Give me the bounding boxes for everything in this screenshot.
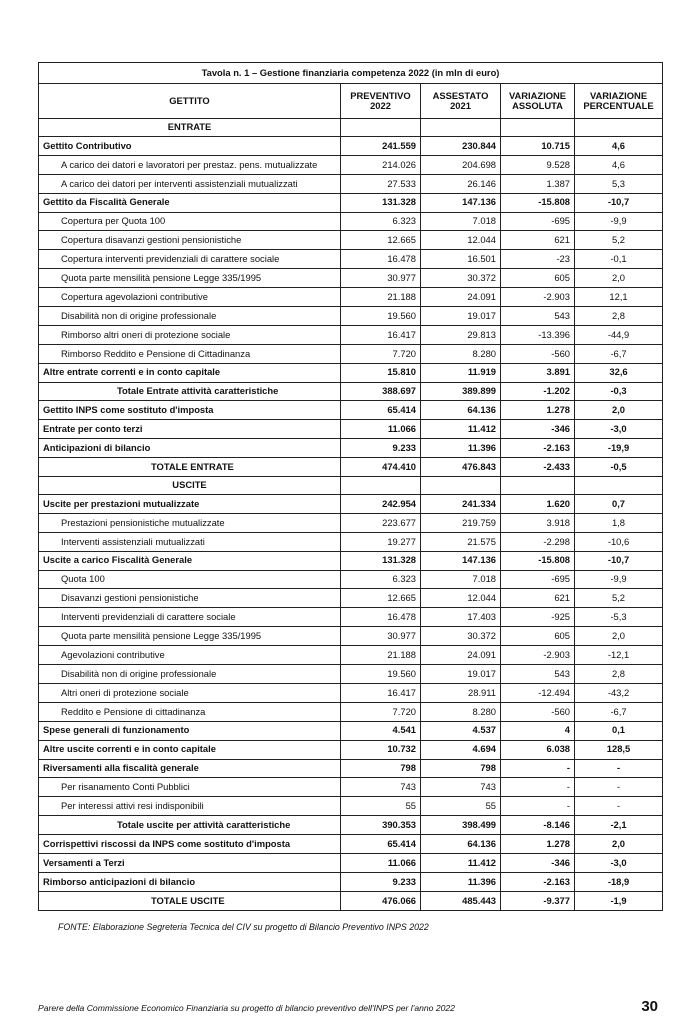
assestato-value: 55 (421, 797, 501, 816)
variazione-assoluta-value: 1.278 (501, 835, 575, 854)
preventivo-value: 16.478 (341, 608, 421, 627)
header-var-perc-line1: VARIAZIONE (589, 89, 648, 101)
variazione-assoluta-value: -8.146 (501, 816, 575, 835)
row-label: Prestazioni pensionistiche mutualizzate (39, 513, 341, 532)
preventivo-value: 19.560 (341, 665, 421, 684)
table-row (39, 382, 663, 401)
assestato-value: 147.136 (421, 193, 501, 212)
table-row (39, 683, 663, 702)
table-row (39, 532, 663, 551)
assestato-value: 19.017 (421, 665, 501, 684)
variazione-assoluta-value: -560 (501, 344, 575, 363)
variazione-percentuale-value: -1,9 (575, 891, 663, 910)
preventivo-value: 19.560 (341, 307, 421, 326)
variazione-assoluta-value: 9.528 (501, 155, 575, 174)
variazione-assoluta-value: -9.377 (501, 891, 575, 910)
variazione-percentuale-value: 5,2 (575, 231, 663, 250)
table-row (39, 250, 663, 269)
table-title: Tavola n. 1 – Gestione finanziaria competenza 2022 (in mln di euro) (39, 63, 663, 84)
table-row (39, 551, 663, 570)
preventivo-value: 131.328 (341, 193, 421, 212)
variazione-assoluta-value: - (501, 778, 575, 797)
assestato-value: 398.499 (421, 816, 501, 835)
preventivo-value: 65.414 (341, 401, 421, 420)
row-label: Corrispettivi riscossi da INPS come sostituto d'imposta (39, 835, 341, 854)
preventivo-value: 19.277 (341, 532, 421, 551)
table-row (39, 891, 663, 910)
variazione-assoluta-value: 621 (501, 231, 575, 250)
preventivo-value: 10.732 (341, 740, 421, 759)
row-label: Totale uscite per attività caratteristiche (39, 816, 341, 835)
variazione-assoluta-value: -346 (501, 853, 575, 872)
table-row (39, 344, 663, 363)
variazione-percentuale-value: 2,0 (575, 627, 663, 646)
variazione-assoluta-value: -560 (501, 702, 575, 721)
variazione-assoluta-value: -925 (501, 608, 575, 627)
variazione-assoluta-value: 621 (501, 589, 575, 608)
section-empty-cell (575, 477, 663, 495)
row-label: Gettito da Fiscalità Generale (39, 193, 341, 212)
row-label: Spese generali di funzionamento (39, 721, 341, 740)
table-row (39, 740, 663, 759)
row-label: Copertura agevolazioni contributive (39, 288, 341, 307)
preventivo-value: 21.188 (341, 288, 421, 307)
assestato-value: 389.899 (421, 382, 501, 401)
row-label: Gettito Contributivo (39, 137, 341, 156)
page-footer: Parere della Commissione Economico Finanziaria su progetto di bilancio preventivo dell'INPS per l'anno 2022 (38, 1003, 455, 1013)
variazione-percentuale-value: - (575, 778, 663, 797)
section-empty-cell (575, 119, 663, 137)
variazione-assoluta-value: 3.891 (501, 363, 575, 382)
preventivo-value: 241.559 (341, 137, 421, 156)
header-preventivo-line1: PREVENTIVO (350, 89, 411, 101)
row-label: Riversamenti alla fiscalità generale (39, 759, 341, 778)
variazione-percentuale-value: -5,3 (575, 608, 663, 627)
preventivo-value: 214.026 (341, 155, 421, 174)
variazione-percentuale-value: 5,3 (575, 174, 663, 193)
assestato-value: 29.813 (421, 325, 501, 344)
header-gettito: GETTITO (39, 84, 341, 119)
variazione-percentuale-value: 2,0 (575, 835, 663, 854)
assestato-value: 24.091 (421, 646, 501, 665)
assestato-value: 64.136 (421, 401, 501, 420)
variazione-percentuale-value: -10,7 (575, 193, 663, 212)
row-label: Totale Entrate attività caratteristiche (39, 382, 341, 401)
table-title-row (39, 63, 663, 84)
section-empty-cell (421, 119, 501, 137)
variazione-percentuale-value: - (575, 759, 663, 778)
row-label: Rimborso altri oneri di protezione sociale (39, 325, 341, 344)
variazione-assoluta-value: -2.903 (501, 646, 575, 665)
variazione-assoluta-value: - (501, 759, 575, 778)
variazione-assoluta-value: -2.298 (501, 532, 575, 551)
variazione-percentuale-value: 2,0 (575, 269, 663, 288)
table-row (39, 816, 663, 835)
table-row (39, 721, 663, 740)
variazione-percentuale-value: -10,7 (575, 551, 663, 570)
table-row (39, 759, 663, 778)
variazione-percentuale-value: -9,9 (575, 570, 663, 589)
preventivo-value: 4.541 (341, 721, 421, 740)
preventivo-value: 6.323 (341, 570, 421, 589)
table-row (39, 495, 663, 514)
preventivo-value: 131.328 (341, 551, 421, 570)
preventivo-value: 474.410 (341, 458, 421, 477)
preventivo-value: 9.233 (341, 439, 421, 458)
preventivo-value: 11.066 (341, 853, 421, 872)
variazione-percentuale-value: 128,5 (575, 740, 663, 759)
variazione-percentuale-value: -2,1 (575, 816, 663, 835)
table-row (39, 288, 663, 307)
section-row (39, 119, 663, 137)
row-label: Rimborso Reddito e Pensione di Cittadinanza (39, 344, 341, 363)
variazione-percentuale-value: 32,6 (575, 363, 663, 382)
header-assestato (421, 84, 501, 119)
row-label: Disabilità non di origine professionale (39, 665, 341, 684)
preventivo-value: 388.697 (341, 382, 421, 401)
assestato-value: 230.844 (421, 137, 501, 156)
row-label: A carico dei datori per interventi assistenziali mutualizzati (39, 174, 341, 193)
header-variazione-percentuale (575, 84, 663, 119)
variazione-percentuale-value: - (575, 797, 663, 816)
table-row (39, 646, 663, 665)
row-label: Quota parte mensilità pensione Legge 335/1995 (39, 627, 341, 646)
row-label: Altre entrate correnti e in conto capitale (39, 363, 341, 382)
assestato-value: 11.412 (421, 853, 501, 872)
table-row (39, 513, 663, 532)
assestato-value: 7.018 (421, 212, 501, 231)
header-variazione-assoluta (501, 84, 575, 119)
row-label: Uscite per prestazioni mutualizzate (39, 495, 341, 514)
assestato-value: 8.280 (421, 702, 501, 721)
assestato-value: 798 (421, 759, 501, 778)
variazione-assoluta-value: 543 (501, 665, 575, 684)
section-title: ENTRATE (39, 119, 341, 137)
preventivo-value: 21.188 (341, 646, 421, 665)
assestato-value: 4.694 (421, 740, 501, 759)
assestato-value: 485.443 (421, 891, 501, 910)
variazione-percentuale-value: -6,7 (575, 702, 663, 721)
variazione-percentuale-value: 2,0 (575, 401, 663, 420)
variazione-percentuale-value: -3,0 (575, 853, 663, 872)
source-note: FONTE: Elaborazione Segreteria Tecnica del CIV su progetto di Bilancio Preventivo INPS 2022 (58, 922, 429, 932)
table-row (39, 439, 663, 458)
assestato-value: 26.146 (421, 174, 501, 193)
variazione-assoluta-value: 1.387 (501, 174, 575, 193)
variazione-percentuale-value: 4,6 (575, 137, 663, 156)
preventivo-value: 27.533 (341, 174, 421, 193)
header-assestato-line2: 2021 (450, 100, 471, 111)
assestato-value: 16.501 (421, 250, 501, 269)
assestato-value: 12.044 (421, 589, 501, 608)
row-label: Copertura interventi previdenziali di carattere sociale (39, 250, 341, 269)
table-row (39, 231, 663, 250)
variazione-assoluta-value: 10.715 (501, 137, 575, 156)
variazione-assoluta-value: -346 (501, 420, 575, 439)
table-row (39, 797, 663, 816)
assestato-value: 11.396 (421, 439, 501, 458)
variazione-percentuale-value: 0,7 (575, 495, 663, 514)
table-row (39, 307, 663, 326)
assestato-value: 743 (421, 778, 501, 797)
variazione-percentuale-value: 2,8 (575, 665, 663, 684)
table-row (39, 702, 663, 721)
header-var-ass-line1: VARIAZIONE (508, 89, 567, 101)
row-label: Anticipazioni di bilancio (39, 439, 341, 458)
row-label: Entrate per conto terzi (39, 420, 341, 439)
row-label: Quota parte mensilità pensione Legge 335/1995 (39, 269, 341, 288)
table-header-row (39, 84, 663, 119)
variazione-assoluta-value: -12.494 (501, 683, 575, 702)
variazione-percentuale-value: -19,9 (575, 439, 663, 458)
section-empty-cell (501, 119, 575, 137)
row-label: Agevolazioni contributive (39, 646, 341, 665)
assestato-value: 12.044 (421, 231, 501, 250)
variazione-assoluta-value: -2.903 (501, 288, 575, 307)
table-row (39, 325, 663, 344)
row-label: Altre uscite correnti e in conto capitale (39, 740, 341, 759)
table-row (39, 570, 663, 589)
variazione-assoluta-value: -23 (501, 250, 575, 269)
section-empty-cell (341, 477, 421, 495)
preventivo-value: 798 (341, 759, 421, 778)
assestato-value: 147.136 (421, 551, 501, 570)
table-row (39, 458, 663, 477)
preventivo-value: 743 (341, 778, 421, 797)
variazione-assoluta-value: - (501, 797, 575, 816)
preventivo-value: 9.233 (341, 872, 421, 891)
variazione-percentuale-value: 5,2 (575, 589, 663, 608)
table-row (39, 269, 663, 288)
table-row (39, 665, 663, 684)
preventivo-value: 30.977 (341, 627, 421, 646)
row-label: A carico dei datori e lavoratori per prestaz. pens. mutualizzate (39, 155, 341, 174)
variazione-assoluta-value: -695 (501, 212, 575, 231)
variazione-assoluta-value: 605 (501, 269, 575, 288)
variazione-percentuale-value: -3,0 (575, 420, 663, 439)
assestato-value: 4.537 (421, 721, 501, 740)
assestato-value: 24.091 (421, 288, 501, 307)
preventivo-value: 16.478 (341, 250, 421, 269)
preventivo-value: 12.665 (341, 589, 421, 608)
row-label: Reddito e Pensione di cittadinanza (39, 702, 341, 721)
variazione-percentuale-value: -12,1 (575, 646, 663, 665)
table-row (39, 363, 663, 382)
header-assestato-line1: ASSESTATO (432, 89, 489, 101)
row-label: Copertura per Quota 100 (39, 212, 341, 231)
assestato-value: 11.919 (421, 363, 501, 382)
assestato-value: 241.334 (421, 495, 501, 514)
header-var-ass-line2: ASSOLUTA (512, 100, 563, 111)
row-label: Copertura disavanzi gestioni pensionistiche (39, 231, 341, 250)
table-row (39, 853, 663, 872)
variazione-percentuale-value: -0,3 (575, 382, 663, 401)
row-label: Quota 100 (39, 570, 341, 589)
variazione-percentuale-value: 0,1 (575, 721, 663, 740)
preventivo-value: 242.954 (341, 495, 421, 514)
preventivo-value: 16.417 (341, 683, 421, 702)
page-number: 30 (641, 998, 658, 1015)
assestato-value: 21.575 (421, 532, 501, 551)
preventivo-value: 6.323 (341, 212, 421, 231)
table-row (39, 420, 663, 439)
header-preventivo (341, 84, 421, 119)
variazione-assoluta-value: 4 (501, 721, 575, 740)
variazione-percentuale-value: 12,1 (575, 288, 663, 307)
variazione-percentuale-value: 2,8 (575, 307, 663, 326)
table-row (39, 627, 663, 646)
variazione-assoluta-value: -15.808 (501, 551, 575, 570)
assestato-value: 11.412 (421, 420, 501, 439)
section-empty-cell (421, 477, 501, 495)
table-row (39, 174, 663, 193)
header-preventivo-line2: 2022 (370, 100, 391, 111)
variazione-percentuale-value: -0,1 (575, 250, 663, 269)
preventivo-value: 65.414 (341, 835, 421, 854)
variazione-assoluta-value: -695 (501, 570, 575, 589)
row-label: Disabilità non di origine professionale (39, 307, 341, 326)
row-label: Rimborso anticipazioni di bilancio (39, 872, 341, 891)
row-label: TOTALE ENTRATE (39, 458, 341, 477)
preventivo-value: 30.977 (341, 269, 421, 288)
row-label: Interventi assistenziali mutualizzati (39, 532, 341, 551)
table-row (39, 137, 663, 156)
row-label: Versamenti a Terzi (39, 853, 341, 872)
assestato-value: 19.017 (421, 307, 501, 326)
header-var-perc-line2: PERCENTUALE (583, 100, 654, 111)
preventivo-value: 223.677 (341, 513, 421, 532)
variazione-assoluta-value: -2.163 (501, 872, 575, 891)
assestato-value: 28.911 (421, 683, 501, 702)
variazione-assoluta-value: 605 (501, 627, 575, 646)
table-row (39, 193, 663, 212)
assestato-value: 64.136 (421, 835, 501, 854)
variazione-assoluta-value: 1.278 (501, 401, 575, 420)
variazione-percentuale-value: -0,5 (575, 458, 663, 477)
variazione-assoluta-value: 3.918 (501, 513, 575, 532)
preventivo-value: 476.066 (341, 891, 421, 910)
section-empty-cell (341, 119, 421, 137)
variazione-assoluta-value: 6.038 (501, 740, 575, 759)
table-row (39, 835, 663, 854)
assestato-value: 219.759 (421, 513, 501, 532)
variazione-assoluta-value: -2.433 (501, 458, 575, 477)
table-row (39, 589, 663, 608)
assestato-value: 8.280 (421, 344, 501, 363)
row-label: Per risanamento Conti Pubblici (39, 778, 341, 797)
assestato-value: 204.698 (421, 155, 501, 174)
table-row (39, 212, 663, 231)
variazione-assoluta-value: -13.396 (501, 325, 575, 344)
variazione-assoluta-value: 543 (501, 307, 575, 326)
preventivo-value: 55 (341, 797, 421, 816)
variazione-percentuale-value: 4,6 (575, 155, 663, 174)
row-label: Interventi previdenziali di carattere sociale (39, 608, 341, 627)
variazione-assoluta-value: -2.163 (501, 439, 575, 458)
assestato-value: 7.018 (421, 570, 501, 589)
preventivo-value: 7.720 (341, 702, 421, 721)
variazione-assoluta-value: 1.620 (501, 495, 575, 514)
variazione-percentuale-value: -44,9 (575, 325, 663, 344)
variazione-percentuale-value: -10,6 (575, 532, 663, 551)
variazione-percentuale-value: -18,9 (575, 872, 663, 891)
assestato-value: 30.372 (421, 627, 501, 646)
row-label: Disavanzi gestioni pensionistiche (39, 589, 341, 608)
section-title: USCITE (39, 477, 341, 495)
preventivo-value: 12.665 (341, 231, 421, 250)
table-row (39, 401, 663, 420)
assestato-value: 30.372 (421, 269, 501, 288)
preventivo-value: 7.720 (341, 344, 421, 363)
section-row (39, 477, 663, 495)
variazione-assoluta-value: -1.202 (501, 382, 575, 401)
assestato-value: 11.396 (421, 872, 501, 891)
section-empty-cell (501, 477, 575, 495)
table-row (39, 872, 663, 891)
table-row (39, 608, 663, 627)
row-label: TOTALE USCITE (39, 891, 341, 910)
row-label: Gettito INPS come sostituto d'imposta (39, 401, 341, 420)
assestato-value: 17.403 (421, 608, 501, 627)
row-label: Uscite a carico Fiscalità Generale (39, 551, 341, 570)
assestato-value: 476.843 (421, 458, 501, 477)
table-row (39, 155, 663, 174)
financial-table (38, 62, 663, 911)
preventivo-value: 16.417 (341, 325, 421, 344)
variazione-percentuale-value: 1,8 (575, 513, 663, 532)
preventivo-value: 390.353 (341, 816, 421, 835)
preventivo-value: 11.066 (341, 420, 421, 439)
row-label: Per interessi attivi resi indisponibili (39, 797, 341, 816)
variazione-percentuale-value: -6,7 (575, 344, 663, 363)
row-label: Altri oneri di protezione sociale (39, 683, 341, 702)
variazione-assoluta-value: -15.808 (501, 193, 575, 212)
variazione-percentuale-value: -43,2 (575, 683, 663, 702)
table-row (39, 778, 663, 797)
preventivo-value: 15.810 (341, 363, 421, 382)
variazione-percentuale-value: -9,9 (575, 212, 663, 231)
